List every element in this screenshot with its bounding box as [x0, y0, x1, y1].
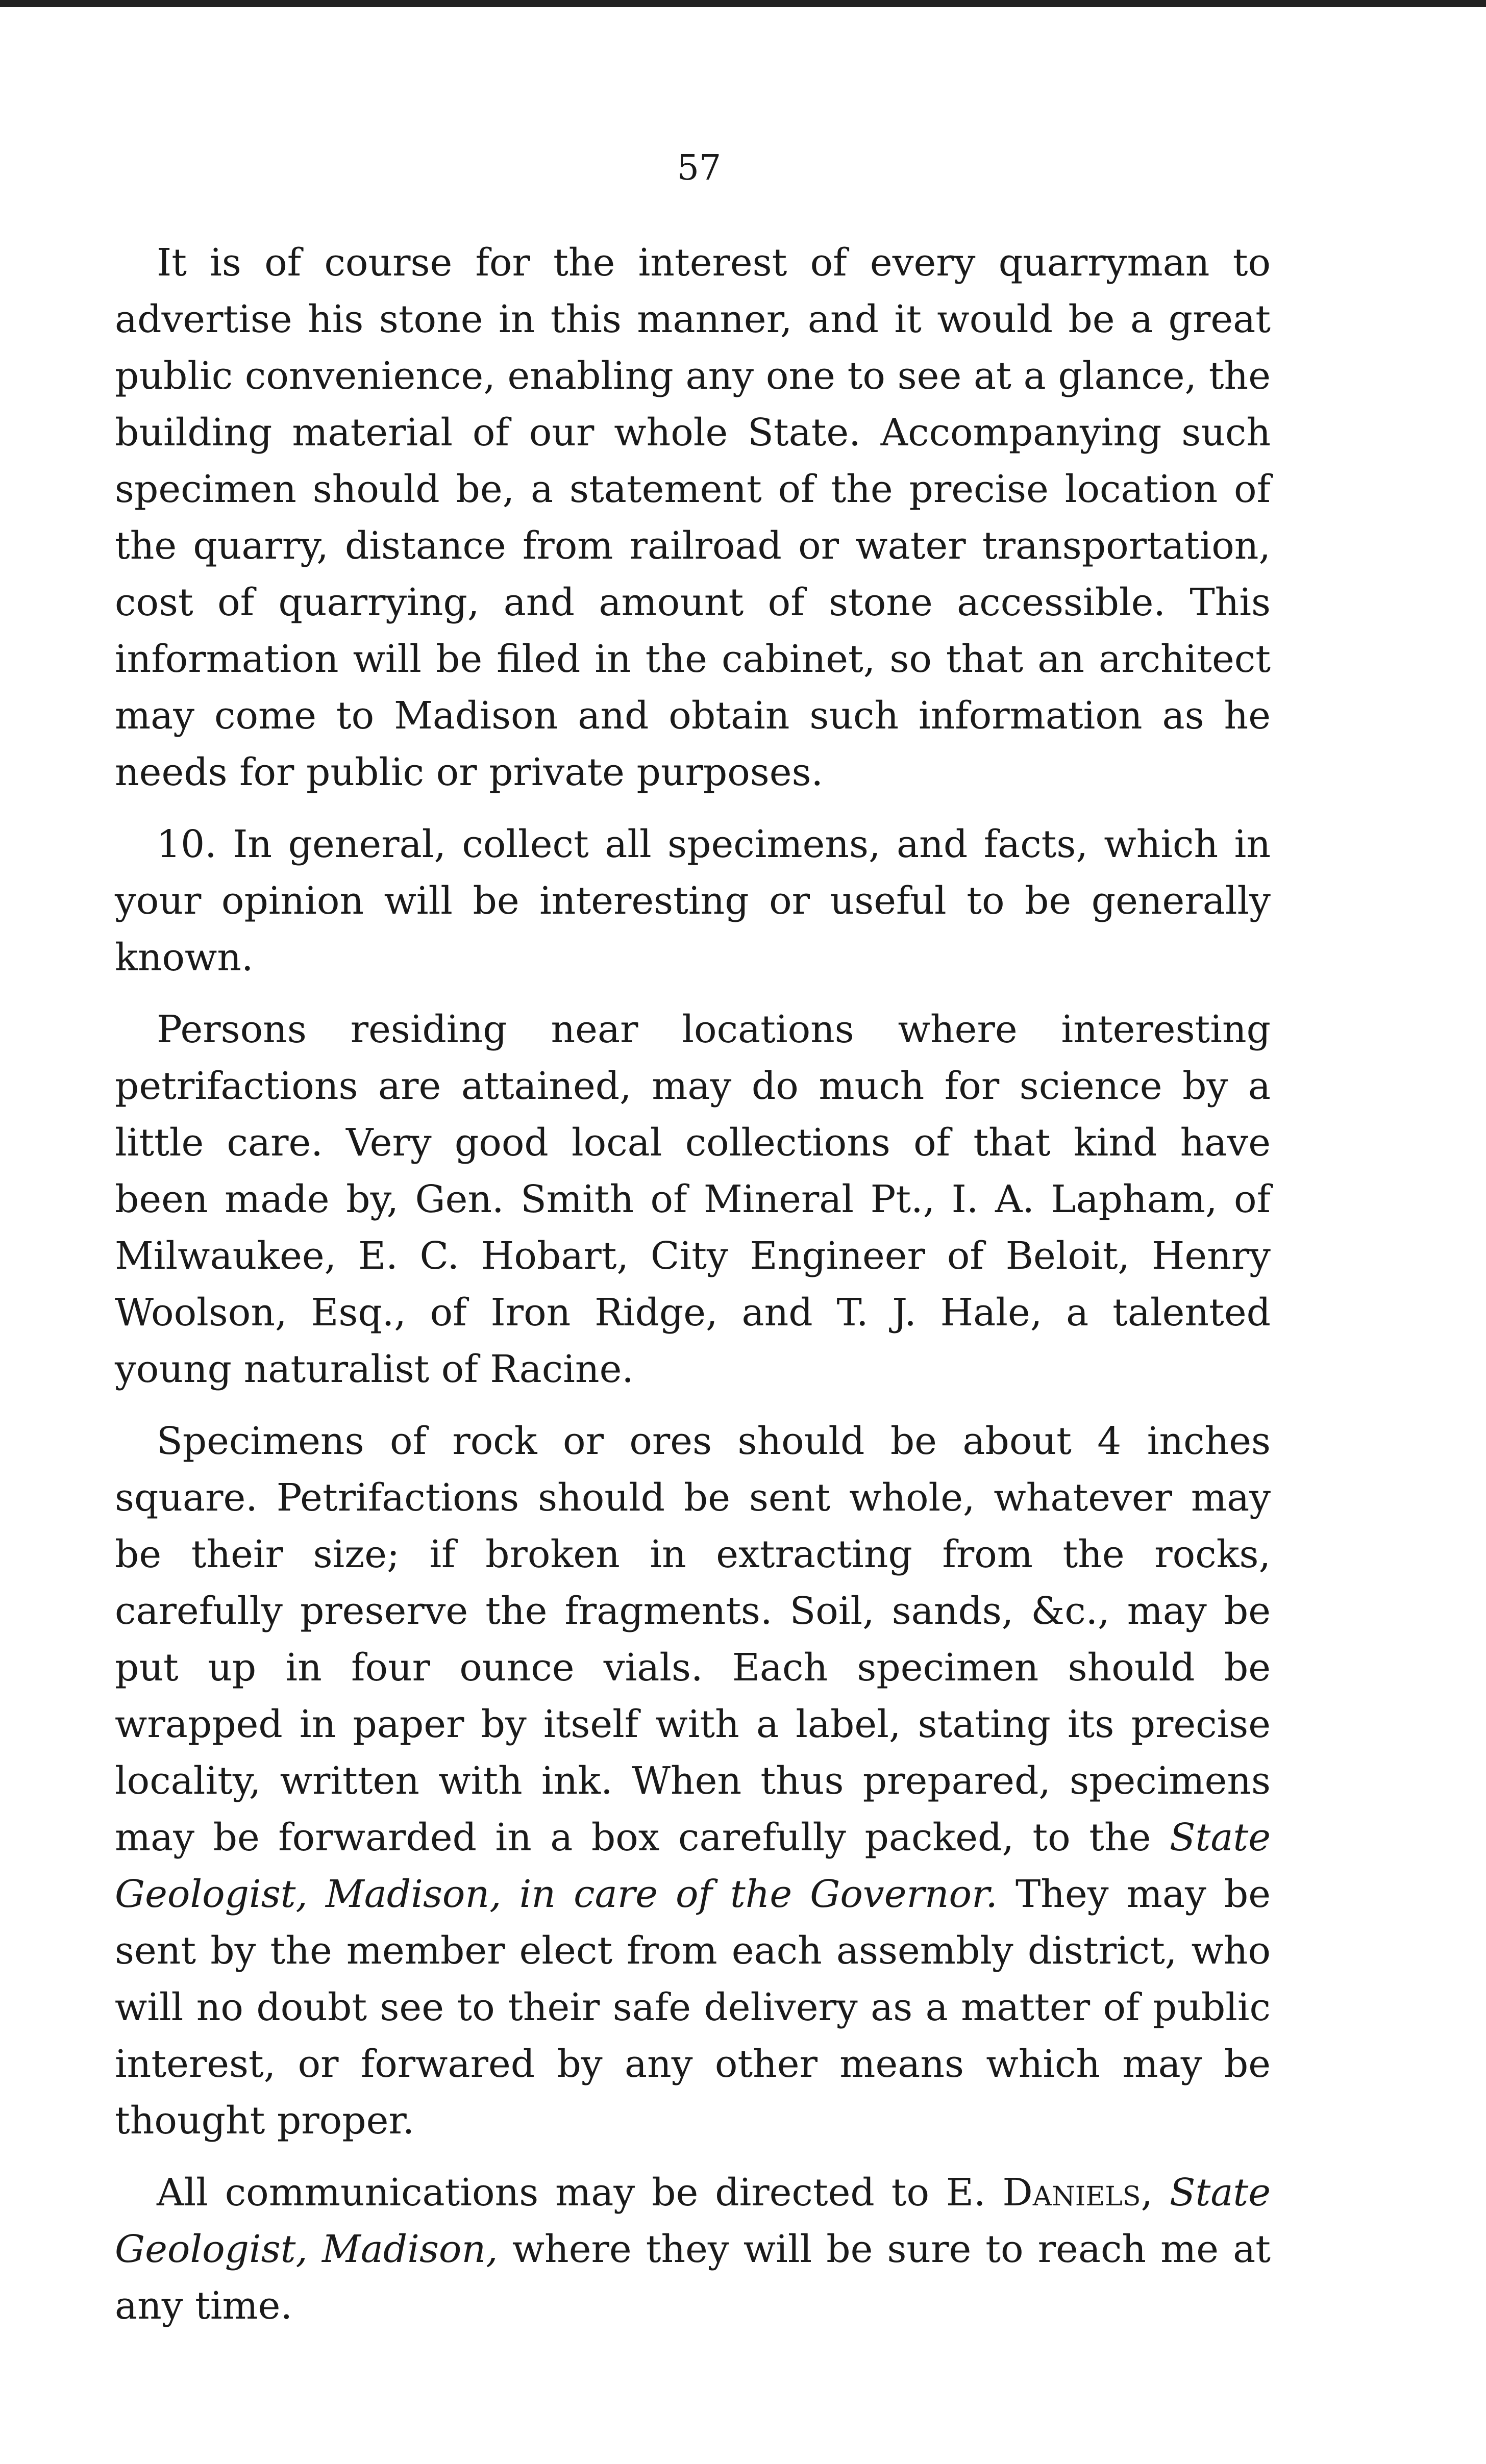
paragraph-petrifaction-collections: Persons residing near locations where interesting petrifactions are attained, may do much for science by a little care. Very good local collections of that kind have been made by, Gen. Smith of Mineral Pt., I. A. Lapham, of Milwaukee, E. C. Hobart, City Engineer of Beloit, Henry Woolson, Esq., of Iron Ridge, and T. J. Hale, a talented young naturalist of Racine. [115, 1008, 1271, 1391]
paragraph-specimen-preparation [115, 1413, 1271, 2149]
page-number: 57 [677, 148, 722, 188]
paragraph-quarry-advertising: It is of course for the interest of every quarryman to advertise his stone in this manner, and it would be a great public convenience, enabling any one to see at a glance, the building material of our whole State. Accompanying such specimen should be, a statement of the precise location of the quarry, distance from railroad or water transportation, cost of quarrying, and amount of stone accessible. This information will be filed in the cabinet, so that an architect may come to Madison and obtain such information as he needs for public or private purposes. [115, 241, 1271, 794]
top-border-rule [0, 0, 1486, 7]
specimen-preparation-text: Specimens of rock or ores should be about 4 inches square. Petrifactions should be sent whole, whatever may be their size; if broken in extracting from the rocks, carefully preserve the fragments. Soil, sands, &c., may be put up in four ounce vials. Each specimen should be wrapped in paper by itself with a label, stating its precise locality, written with ink. When thus prepared, specimens may be forwarded in a box carefully packed, to the [115, 1419, 1271, 1859]
communications-closing: where they will be sure to reach me at any time. [115, 2227, 1271, 2328]
body-text [115, 235, 1271, 2350]
delivery-instructions: They may be sent by the member elect from each assembly district, who will no doubt see to their safe delivery as a matter of public interest, or forwared by any other means which may be thought proper. [115, 1872, 1271, 2143]
communications-lead: All communications may be directed to E. [157, 2171, 1003, 2215]
shipping-address: State Geologist, Madison, in care of the Governor. [115, 1816, 1271, 1916]
geologist-title: State Geologist, Madison, [115, 2171, 1271, 2271]
paragraph-collect-specimens: 10. In general, collect all specimens, and facts, which in your opinion will be interesting or useful to be generally known. [115, 822, 1271, 979]
geologist-name: Daniels [1002, 2171, 1141, 2215]
name-separator: , [1141, 2171, 1170, 2215]
paragraph-communications [115, 2165, 1271, 2334]
